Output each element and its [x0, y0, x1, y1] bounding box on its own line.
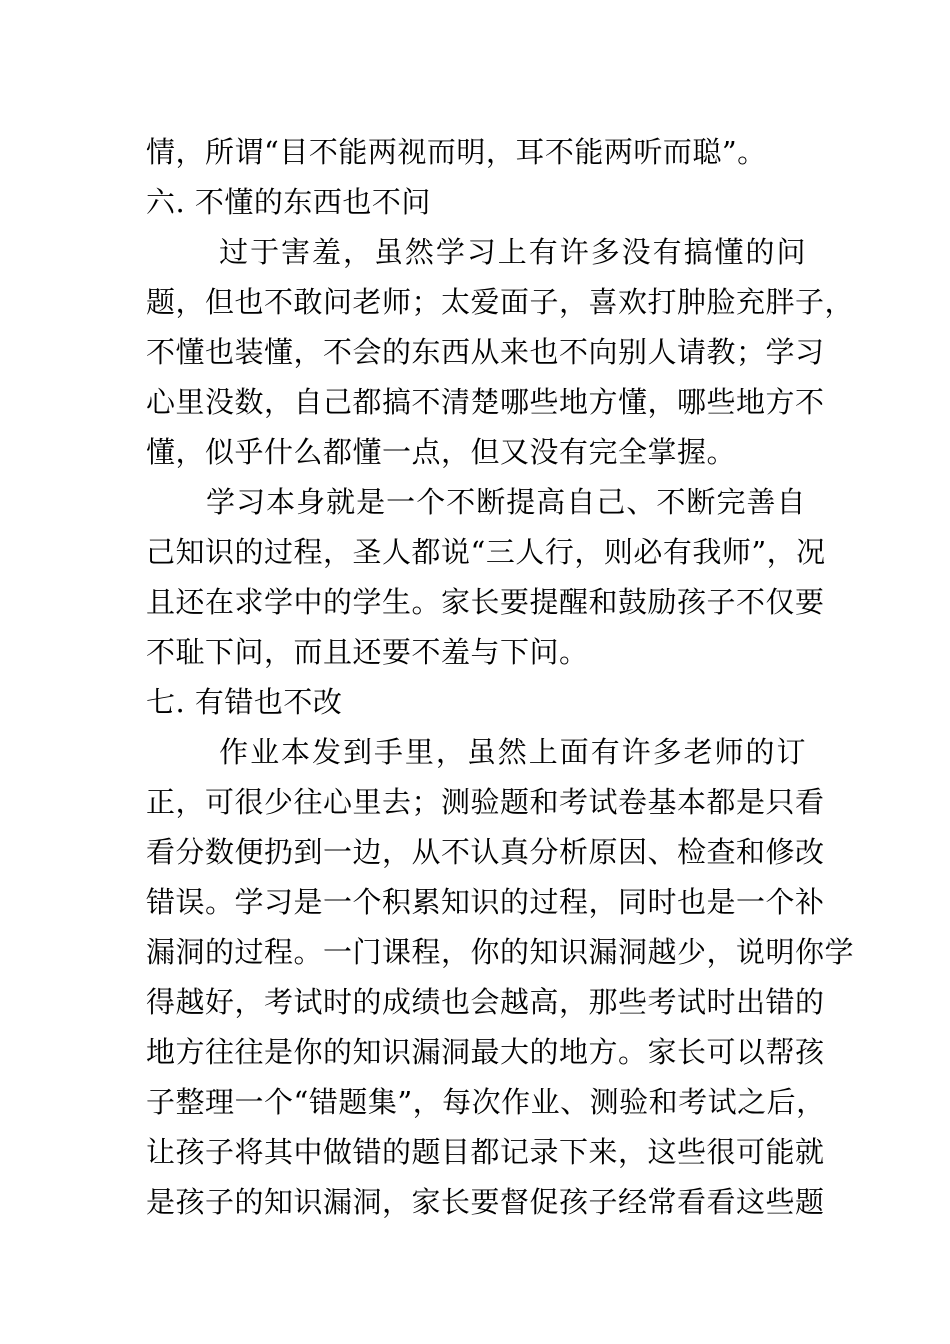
text-line: 地方往往是你的知识漏洞最大的地方。家长可以帮孩	[146, 1035, 825, 1069]
text-line: 不耻下问，而且还要不羞与下问。	[146, 635, 589, 669]
text-line: 懂，似乎什么都懂一点，但又没有完全掌握。	[146, 435, 737, 469]
text-line: 漏洞的过程。一门课程，你的知识漏洞越少，说明你学	[146, 935, 855, 969]
text-line: 题，但也不敢问老师；太爱面子，喜欢打肿脸充胖子，	[146, 285, 855, 319]
section-heading-7: 七. 有错也不改	[146, 685, 343, 719]
text-line: 是孩子的知识漏洞，家长要督促孩子经常看看这些题	[146, 1185, 825, 1219]
text-line: 己知识的过程，圣人都说“三人行，则必有我师”，况	[146, 535, 826, 569]
text-line: 过于害羞，虽然学习上有许多没有搞懂的问	[146, 235, 806, 269]
text-line: 得越好，考试时的成绩也会越高，那些考试时出错的	[146, 985, 825, 1019]
text-line: 且还在求学中的学生。家长要提醒和鼓励孩子不仅要	[146, 585, 825, 619]
text-line: 心里没数，自己都搞不清楚哪些地方懂，哪些地方不	[146, 385, 825, 419]
text-line: 正，可很少往心里去；测验题和考试卷基本都是只看	[146, 785, 825, 819]
text-line: 错误。学习是一个积累知识的过程，同时也是一个补	[146, 885, 825, 919]
text-line: 作业本发到手里，虽然上面有许多老师的订	[146, 735, 806, 769]
text-line: 学习本身就是一个不断提高自己、不断完善自	[146, 485, 806, 519]
section-heading-6: 六. 不懂的东西也不问	[146, 185, 431, 219]
text-line: 情，所谓“目不能两视而明，耳不能两听而聪”。	[146, 135, 767, 169]
text-line: 不懂也装懂，不会的东西从来也不向别人请教；学习	[146, 335, 825, 369]
text-line: 看分数便扔到一边，从不认真分析原因、检查和修改	[146, 835, 825, 869]
text-line: 子整理一个“错题集”，每次作业、测验和考试之后，	[146, 1085, 826, 1119]
text-line: 让孩子将其中做错的题目都记录下来，这些很可能就	[146, 1135, 825, 1169]
